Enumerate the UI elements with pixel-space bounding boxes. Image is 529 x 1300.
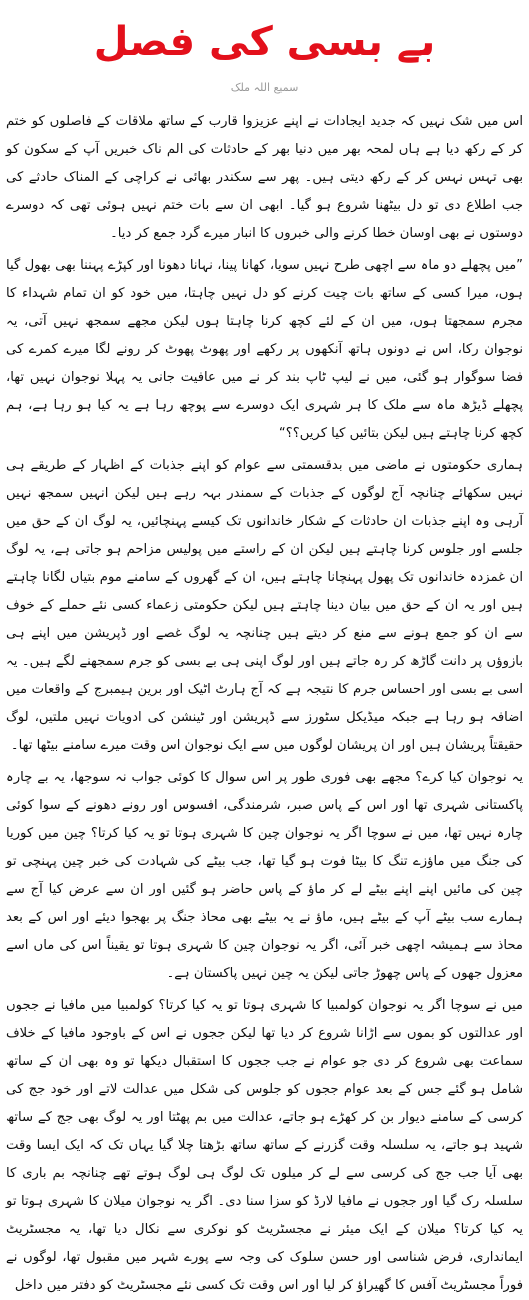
article-body [6,108,523,1300]
article-paragraph: میں نے سوچا اگر یہ نوجوان کولمبیا کا شہری ہوتا تو یہ کیا کرتا؟ کولمبیا میں مافیا نے ججوں اور عدالتوں کو بموں سے اڑانا شروع کر دیا تھا لیکن ججوں نے اس کے باوجود مافیا کے خلاف سماعت بھی شروع کر دی جو عوام نے جب ججوں کا استقبال دیکھا تو وہ بھی ان کے ساتھ شامل ہو گئے جس کے بعد عوام ججوں کو جلوس کی شکل میں عدالت لاتے اور خود جج کی کرسی کے سامنے دیوار بن کر کھڑے ہو جاتے، عدالت میں بم پھٹتا اور یہ لوگ بھی جج کے ساتھ شہید ہو جاتے، یہ سلسلہ وقت گزرنے کے ساتھ ساتھ بڑھتا چلا گیا یہاں تک کہ ایک ایسا وقت بھی آیا جب جج کی کرسی سے لے کر میلوں تک لوگ ہی لوگ ہوتے تھے چنانچہ بم باری کا سلسلہ رک گیا اور ججوں نے مافیا لارڈ کو سزا سنا دی۔ اگر یہ نوجوان میلان کا شہری ہوتا تو یہ کیا کرتا؟ میلان کے ایک میئر نے مجسٹریٹ کو نوکری سے نکال دیا تھا، یہ مجسٹریٹ ایمانداری، فرض شناسی اور حسن سلوک کی وجہ سے پورے شہر میں مقبول تھا، لوگوں نے فوراً مجسٹریٹ آفس کا گھیراؤ کر لیا اور اس وقت تک کسی نئے مجسٹریٹ کو دفتر میں داخل [6,998,523,1293]
newspaper-column [0,14,529,1293]
article-paragraph: اس میں شک نہیں کہ جدید ایجادات نے اپنے عزیزوا قارب کے ساتھ ملاقات کے فاصلوں کو ختم کر کے رکھ دیا ہے ہاں لمحہ بھر میں دنیا بھر کے حادثات کی الم ناک خبریں آپ کے سکون کو بھی تہس نہس کر کے رکھ دیتی ہیں۔ پھر سے سکندر بھائی نے کراچی کے المناک حادثے کی جب اطلاع دی تو دل بیٹھنا شروع ہو گیا۔ ابھی ان سے بات ختم نہیں ہوئی تھی کہ دوسرے دوستوں نے بھی اوسان خطا کرنے والی خبروں کا انبار میرے گرد جمع کر دیا۔ [6,114,523,241]
author-byline: سمیع اللہ ملک [230,81,299,94]
article-paragraph: ”میں پچھلے دو ماہ سے اچھی طرح نہیں سویا، کھانا پینا، نہانا دھونا اور کپڑے پہننا بھی بھول گیا ہوں، میرا کسی کے ساتھ بات چیت کرنے کو دل نہیں چاہتا، میں خود کو ان تمام شہداء کا مجرم سمجھتا ہوں، میں ان کے لئے کچھ کرنا چاہتا ہوں لیکن مجھے سمجھ نہیں آتی، یہ نوجوان رکا، اس نے دونوں ہاتھ آنکھوں پر رکھے اور پھوٹ پھوٹ کر رونے لگا میرے کمرے کی فضا سوگوار ہو گئی، میں نے لیپ ٹاپ بند کر نے میں عافیت جانی یہ پہلا نوجوان نہیں تھا، پچھلے ڈیڑھ ماہ سے ملک کا ہر شہری ایک دوسرے سے پوچھ رہا ہے یہ کیا ہو رہا ہے، ہم کچھ کرنا چاہتے ہیں لیکن بتائیں کیا کریں؟؟“ [6,258,523,441]
article-paragraph: ہماری حکومتوں نے ماضی میں بدقسمتی سے عوام کو اپنے جذبات کے اظہار کے طریقے ہی نہیں سکھائے چنانچہ آج لوگوں کے جذبات کے سمندر بہہ رہے ہیں لیکن انہیں سمجھ نہیں آرہی وہ اپنے جذبات ان حادثات کے شکار خاندانوں تک کیسے پہنچائیں، یہ لوگ ان کے حق میں جلسے اور جلوس کرنا چاہتے ہیں لیکن ان کے راستے میں پولیس مزاحم ہو جاتی ہے، یہ لوگ ان غمزدہ خاندانوں تک پھول پہنچانا چاہتے ہیں، ان کے گھروں کے سامنے موم بتیاں لگانا چاہتے ہیں اور یہ ان کے حق میں بیان دینا چاہتے ہیں لیکن حکومتی زعماء کسی نئے حملے کے خوف سے ان کو جمع ہونے سے منع کر دیتے ہیں چنانچہ یہ لوگ غصے اور ڈپریشن میں اپنے ہی بازوؤں پر دانت گاڑھ کر رہ جاتے ہیں اور لوگ اپنی ہی بے بسی کو جرم سمجھنے لگے ہیں۔ یہ اسی بے بسی اور احساس جرم کا نتیجہ ہے کہ آج ہارٹ اٹیک اور برین ہیمبرج کے واقعات میں اضافہ ہو رہا ہے جبکہ میڈیکل سٹورز سے ڈپریشن اور ٹینشن کی ادویات نہیں ملتیں، لوگ حقیقتاً پریشان ہیں اور ان پریشان لوگوں میں سے ایک نوجوان اس وقت میرے سامنے بیٹھا تھا۔ [6,458,523,753]
article-paragraph: یہ نوجوان کیا کرے؟ مجھے بھی فوری طور پر اس سوال کا کوئی جواب نہ سوجھا، یہ بے چارہ پاکستانی شہری تھا اور اس کے پاس صبر، شرمندگی، افسوس اور رونے دھونے کے سوا کوئی چارہ نہیں تھا، میں نے سوچا اگر یہ نوجوان چین کا شہری ہوتا تو یہ کیا کرتا؟ چین میں کوریا کی جنگ میں ماؤزے تنگ کا بیٹا فوت ہو گیا تھا، جب بیٹے کی شہادت کی خبر چین پہنچی تو چین کی مائیں اپنے اپنے بیٹے لے کر ماؤ کے پاس حاضر ہو گئیں اور ان سے عرض کیا آج سے ہمارے سب بیٹے آپ کے بیٹے ہیں، ماؤ نے یہ بیٹے بھی محاذ جنگ پر بھجوا دیئے اور اس کے بعد محاذ سے ہمیشہ اچھی خبر آئی، اگر یہ نوجوان چین کا شہری ہوتا تو یقیناً اس کی ماں اسے معزول جھوں کے پاس چھوڑ جاتی لیکن یہ چین نہیں پاکستان ہے۔ [6,770,523,981]
article-title: بے بسی کی فصل [93,19,436,65]
